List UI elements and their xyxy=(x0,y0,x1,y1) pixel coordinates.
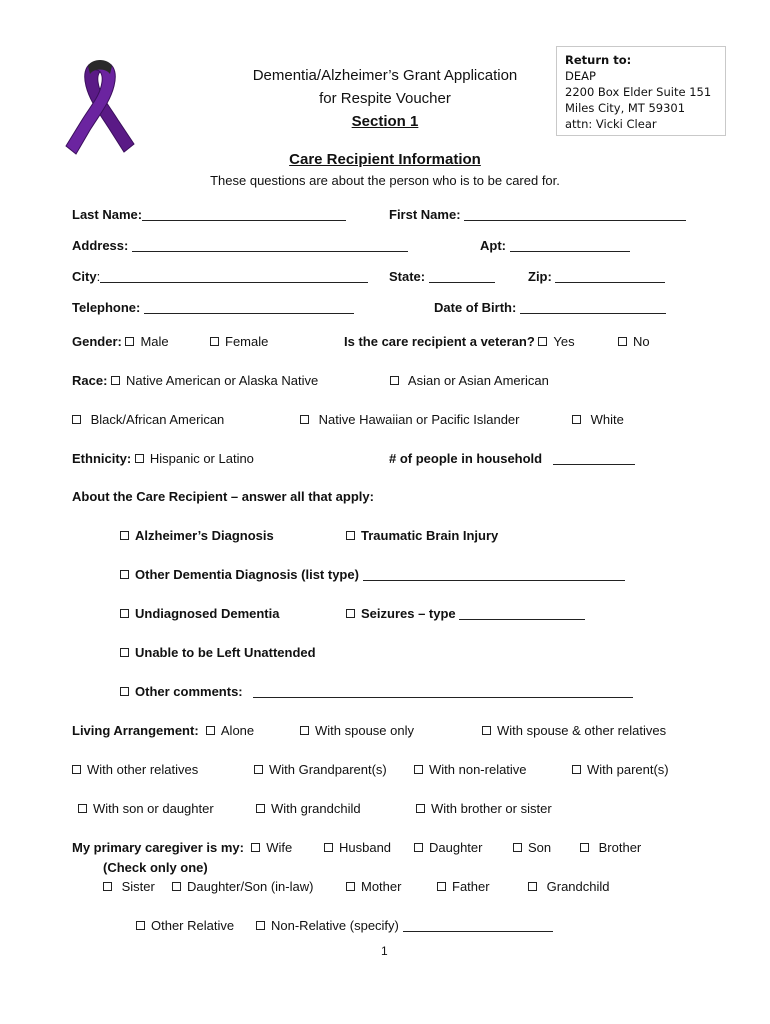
grandparents-label: With Grandparent(s) xyxy=(269,762,387,777)
in-law-label: Daughter/Son (in-law) xyxy=(187,879,314,894)
gender-group xyxy=(72,334,169,349)
alone-checkbox[interactable] xyxy=(206,726,215,735)
parents-option[interactable] xyxy=(572,762,669,777)
parents-label: With parent(s) xyxy=(587,762,669,777)
daughter-checkbox[interactable] xyxy=(414,843,423,852)
mother-checkbox[interactable] xyxy=(346,882,355,891)
caregiver-wife-option[interactable] xyxy=(72,840,292,855)
hawaiian-label: Native Hawaiian or Pacific Islander xyxy=(318,412,520,427)
state-line[interactable] xyxy=(429,270,495,283)
address-line[interactable] xyxy=(132,239,408,252)
grandchild-living-label: With grandchild xyxy=(271,801,361,816)
hispanic-label: Hispanic or Latino xyxy=(149,451,254,466)
telephone-line[interactable] xyxy=(144,301,354,314)
telephone-field[interactable] xyxy=(72,300,354,315)
other-relative-checkbox[interactable] xyxy=(136,921,145,930)
address-label: Address: xyxy=(72,238,129,253)
spouse-only-label: With spouse only xyxy=(315,723,414,738)
white-checkbox[interactable] xyxy=(572,415,581,424)
return-line-1: DEAP xyxy=(565,69,596,83)
native-american-label: Native American or Alaska Native xyxy=(126,373,319,388)
other-dementia-line[interactable] xyxy=(363,568,625,581)
ethnicity-label: Ethnicity: xyxy=(72,451,132,466)
son-label: Son xyxy=(528,840,552,855)
husband-option[interactable] xyxy=(324,840,391,855)
son-option[interactable] xyxy=(513,840,551,855)
other-relatives-checkbox[interactable] xyxy=(72,765,81,774)
sister-checkbox[interactable] xyxy=(103,882,112,891)
dob-label: Date of Birth: xyxy=(434,300,517,315)
other-comments-line[interactable] xyxy=(253,685,633,698)
son-daughter-label: With son or daughter xyxy=(93,801,214,816)
return-address-box xyxy=(556,46,726,136)
daughter-option[interactable] xyxy=(414,840,482,855)
caregiver-non-relative-checkbox[interactable] xyxy=(256,921,265,930)
grandchild-option[interactable] xyxy=(528,879,610,894)
apt-line[interactable] xyxy=(510,239,630,252)
form-title: Dementia/Alzheimer’s Grant Application xyxy=(252,67,518,84)
state-field[interactable] xyxy=(389,269,495,284)
son-checkbox[interactable] xyxy=(513,843,522,852)
grandparents-option[interactable] xyxy=(254,762,387,777)
seizures-label: Seizures – type xyxy=(361,606,456,621)
return-line-3: Miles City, MT 59301 xyxy=(565,101,686,115)
address-field[interactable] xyxy=(72,238,408,253)
caregiver-non-relative-label: Non-Relative (specify) xyxy=(271,918,399,933)
brother-label: Brother xyxy=(598,840,642,855)
last-name-field[interactable] xyxy=(72,207,346,222)
alzheimers-option[interactable] xyxy=(120,528,274,543)
other-relatives-label: With other relatives xyxy=(87,762,199,777)
female-label: Female xyxy=(225,334,269,349)
race-native-american-option[interactable] xyxy=(72,373,318,388)
about-heading: About the Care Recipient – answer all that apply: xyxy=(72,489,374,504)
gender-label: Gender: xyxy=(72,334,122,349)
seizures-option[interactable] xyxy=(346,606,585,621)
in-law-checkbox[interactable] xyxy=(172,882,181,891)
undiagnosed-label: Undiagnosed Dementia xyxy=(135,606,280,621)
brother-checkbox[interactable] xyxy=(580,843,589,852)
veteran-no-checkbox[interactable] xyxy=(618,337,627,346)
husband-label: Husband xyxy=(339,840,392,855)
male-label: Male xyxy=(140,334,169,349)
apt-label: Apt: xyxy=(480,238,506,253)
seizures-line[interactable] xyxy=(459,607,585,620)
white-label: White xyxy=(590,412,624,427)
other-relatives-option[interactable] xyxy=(72,762,198,777)
return-line-2: 2200 Box Elder Suite 151 xyxy=(565,85,712,99)
spouse-other-label: With spouse & other relatives xyxy=(497,723,667,738)
veteran-no-label: No xyxy=(633,334,650,349)
son-daughter-checkbox[interactable] xyxy=(78,804,87,813)
last-name-line[interactable] xyxy=(142,208,346,221)
brother-sister-checkbox[interactable] xyxy=(416,804,425,813)
zip-line[interactable] xyxy=(555,270,665,283)
city-colon: : xyxy=(96,269,101,284)
wife-checkbox[interactable] xyxy=(251,843,260,852)
race-hawaiian-option[interactable] xyxy=(300,412,520,427)
caregiver-note: (Check only one) xyxy=(103,860,208,875)
hispanic-checkbox[interactable] xyxy=(135,454,144,463)
household-label: # of people in household xyxy=(389,451,543,466)
grandchild-checkbox[interactable] xyxy=(528,882,537,891)
race-label: Race: xyxy=(72,373,108,388)
return-to-label: Return to: xyxy=(565,53,632,67)
non-relative-label: With non-relative xyxy=(429,762,527,777)
asian-checkbox[interactable] xyxy=(390,376,399,385)
ethnicity-option[interactable] xyxy=(72,451,254,466)
veteran-yes-label: Yes xyxy=(553,334,575,349)
spouse-other-checkbox[interactable] xyxy=(482,726,491,735)
hawaiian-checkbox[interactable] xyxy=(300,415,309,424)
daughter-label: Daughter xyxy=(429,840,483,855)
return-line-4: attn: Vicki Clear xyxy=(565,117,657,131)
tbi-label: Traumatic Brain Injury xyxy=(361,528,499,543)
wife-label: Wife xyxy=(266,840,293,855)
tbi-option[interactable] xyxy=(346,528,498,543)
in-law-option[interactable] xyxy=(172,879,313,894)
race-white-option[interactable] xyxy=(572,412,624,427)
last-name-label: Last Name: xyxy=(72,207,143,222)
other-dementia-label: Other Dementia Diagnosis (list type) xyxy=(135,567,359,582)
father-label: Father xyxy=(452,879,490,894)
father-option[interactable] xyxy=(437,879,490,894)
female-option[interactable] xyxy=(210,334,268,349)
black-checkbox[interactable] xyxy=(72,415,81,424)
grandchild-living-option[interactable] xyxy=(256,801,361,816)
other-relative-option[interactable] xyxy=(136,918,234,933)
male-checkbox[interactable] xyxy=(125,337,134,346)
veteran-no-option[interactable] xyxy=(618,334,650,349)
grandparents-checkbox[interactable] xyxy=(254,765,263,774)
household-field[interactable] xyxy=(389,451,635,466)
caregiver-label: My primary caregiver is my: xyxy=(72,840,244,855)
city-field[interactable] xyxy=(72,269,368,284)
female-checkbox[interactable] xyxy=(210,337,219,346)
undiagnosed-option[interactable] xyxy=(120,606,279,621)
dob-field[interactable] xyxy=(434,300,666,315)
undiagnosed-checkbox[interactable] xyxy=(120,609,129,618)
spouse-only-checkbox[interactable] xyxy=(300,726,309,735)
first-name-field[interactable] xyxy=(389,207,686,222)
native-american-checkbox[interactable] xyxy=(111,376,120,385)
tbi-checkbox[interactable] xyxy=(346,531,355,540)
unattended-label: Unable to be Left Unattended xyxy=(135,645,316,660)
brother-sister-option[interactable] xyxy=(416,801,552,816)
other-dementia-checkbox[interactable] xyxy=(120,570,129,579)
apt-field[interactable] xyxy=(480,238,630,253)
page-number: 1 xyxy=(381,944,388,958)
brother-sister-label: With brother or sister xyxy=(431,801,552,816)
race-black-option[interactable] xyxy=(72,412,224,427)
asian-label: Asian or Asian American xyxy=(407,373,549,388)
city-line[interactable] xyxy=(100,270,368,283)
son-daughter-option[interactable] xyxy=(78,801,214,816)
dob-line[interactable] xyxy=(520,301,666,314)
sister-option[interactable] xyxy=(103,879,155,894)
veteran-question xyxy=(344,334,575,349)
unattended-checkbox[interactable] xyxy=(120,648,129,657)
non-relative-checkbox[interactable] xyxy=(414,765,423,774)
husband-checkbox[interactable] xyxy=(324,843,333,852)
other-comments-option[interactable] xyxy=(120,684,633,699)
alzheimers-label: Alzheimer’s Diagnosis xyxy=(135,528,274,543)
caregiver-non-relative-option[interactable] xyxy=(256,918,553,933)
alzheimers-checkbox[interactable] xyxy=(120,531,129,540)
spouse-only-option[interactable] xyxy=(300,723,414,738)
parents-checkbox[interactable] xyxy=(572,765,581,774)
brother-option[interactable] xyxy=(580,840,641,855)
grandchild-living-checkbox[interactable] xyxy=(256,804,265,813)
other-comments-label: Other comments: xyxy=(135,684,243,699)
care-recipient-heading: Care Recipient Information xyxy=(289,151,481,168)
other-dementia-option[interactable] xyxy=(120,567,625,582)
other-relative-label: Other Relative xyxy=(151,918,235,933)
sister-label: Sister xyxy=(121,879,155,894)
race-asian-option[interactable] xyxy=(390,373,549,388)
other-comments-checkbox[interactable] xyxy=(120,687,129,696)
living-label: Living Arrangement: xyxy=(72,723,199,738)
spouse-other-option[interactable] xyxy=(482,723,666,738)
veteran-yes-checkbox[interactable] xyxy=(538,337,547,346)
first-name-label: First Name: xyxy=(389,207,461,222)
city-label: City xyxy=(72,269,97,284)
father-checkbox[interactable] xyxy=(437,882,446,891)
care-recipient-subheading: These questions are about the person who is to be cared for. xyxy=(210,173,560,188)
awareness-ribbon-logo xyxy=(60,52,140,160)
telephone-label: Telephone: xyxy=(72,300,141,315)
seizures-checkbox[interactable] xyxy=(346,609,355,618)
veteran-label: Is the care recipient a veteran? xyxy=(344,334,535,349)
section-label: Section 1 xyxy=(351,113,419,130)
household-line[interactable] xyxy=(553,452,635,465)
living-alone-option[interactable] xyxy=(72,723,254,738)
unattended-option[interactable] xyxy=(120,645,316,660)
non-relative-option[interactable] xyxy=(414,762,527,777)
zip-field[interactable] xyxy=(528,269,665,284)
form-subtitle: for Respite Voucher xyxy=(319,90,451,107)
mother-option[interactable] xyxy=(346,879,401,894)
grandchild-label: Grandchild xyxy=(546,879,610,894)
non-relative-specify-line[interactable] xyxy=(403,919,553,932)
first-name-line[interactable] xyxy=(464,208,686,221)
zip-label: Zip: xyxy=(528,269,552,284)
black-label: Black/African American xyxy=(90,412,225,427)
mother-label: Mother xyxy=(361,879,402,894)
alone-label: Alone xyxy=(220,723,255,738)
state-label: State: xyxy=(389,269,426,284)
